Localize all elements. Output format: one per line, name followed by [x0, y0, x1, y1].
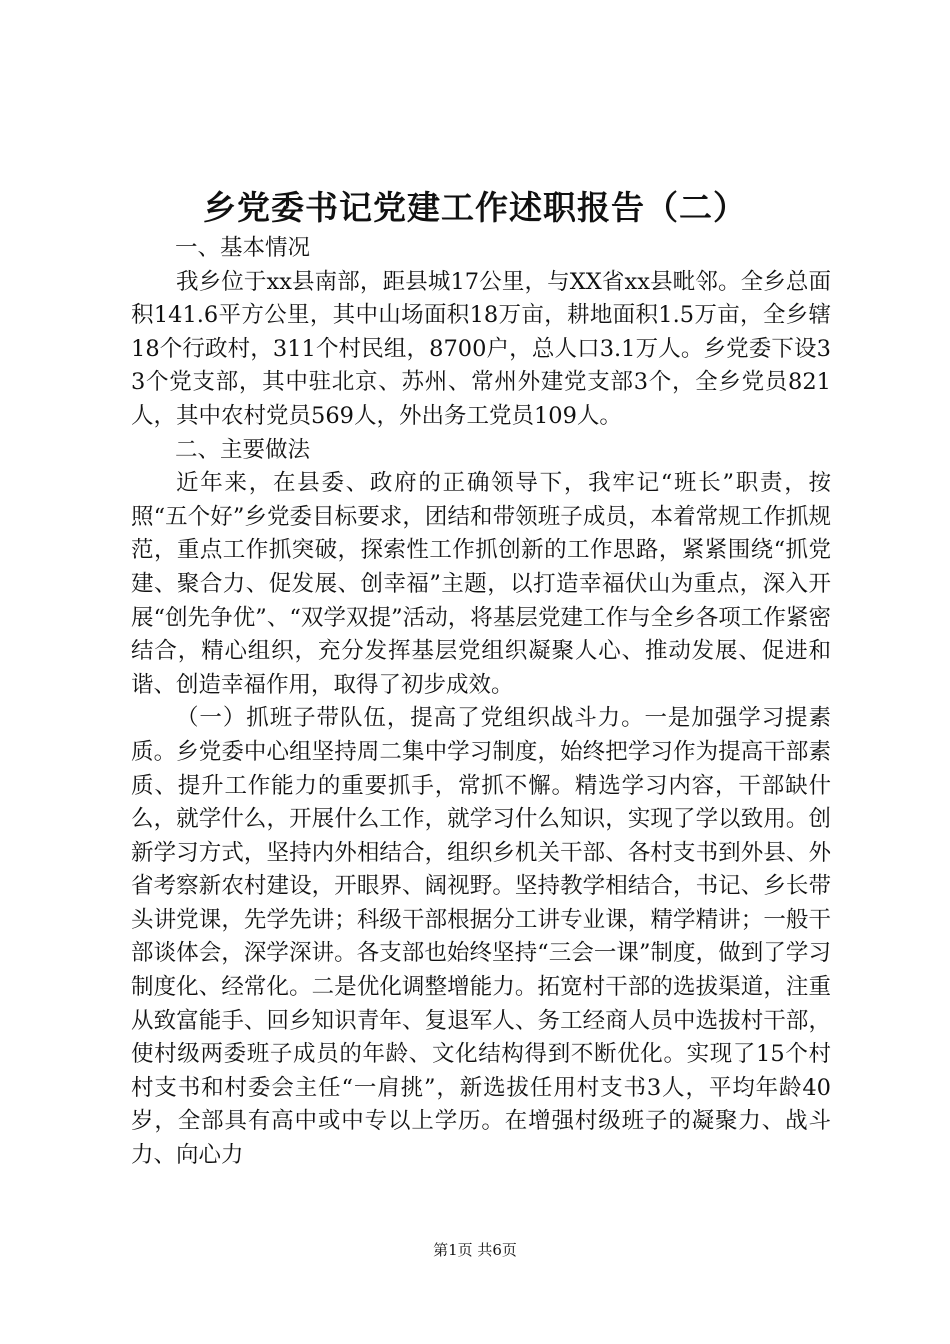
paragraph-team-building: （一）抓班子带队伍，提高了党组织战斗力。一是加强学习提素质。乡党委中心组坚持周二集中学习制度，始终把学习作为提高干部素质、提升工作能力的重要抓手，常抓不懈。精选学习内容，干部缺什么，就学什么，开展什么工作，就学习什么知识，实现了学以致用。创新学习方式，坚持内外相结合，组织乡机关干部、各村支书到外县、外省考察新农村建设，开眼界、阔视野。坚持教学相结合，书记、乡长带头讲党课，先学先讲；科级干部根据分工讲专业课，精学精讲；一般干部谈体会，深学深讲。各支部也始终坚持“三会一课”制度，做到了学习制度化、经常化。二是优化调整增能力。拓宽村干部的选拔渠道，注重从致富能手、回乡知识青年、复退军人、务工经商人员中选拔村干部，使村级两委班子成员的年龄、文化结构得到不断优化。实现了15个村村支书和村委会主任“一肩挑”，新选拔任用村支书3人，平均年龄40岁，全部具有高中或中专以上学历。在增强村级班子的凝聚力、战斗力、向心力 [131, 705, 831, 1169]
document-title: 乡党委书记党建工作述职报告（二） [203, 188, 747, 227]
section-heading-basic-info: 一、基本情况 [175, 235, 311, 261]
section-heading-main-methods: 二、主要做法 [175, 436, 311, 463]
document-body [131, 232, 831, 1173]
paragraph-main-methods-intro: 近年来，在县委、政府的正确领导下，我牢记“班长”职责，按照“五个好”乡党委目标要求，团结和带领班子成员，本着常规工作抓规范，重点工作抓突破，探索性工作抓创新的工作思路，紧紧围绕“抓党建、聚合力、促发展、创幸福”主题，以打造幸福伏山为重点，深入开展“创先争优”、“双学双提”活动，将基层党建工作与全乡各项工作紧密结合，精心组织，充分发挥基层党组织凝聚人心、推动发展、促进和谐、创造幸福作用，取得了初步成效。 [131, 470, 831, 698]
page-footer: 第1页 共6页 [433, 1241, 517, 1259]
paragraph-basic-info: 我乡位于xx县南部，距县城17公里，与XX省xx县毗邻。全乡总面积141.6平方公里，其中山场面积18万亩，耕地面积1.5万亩，全乡辖18个行政村，311个村民组，8700户，总人口3.1万人。乡党委下设33个党支部，其中驻北京、苏州、常州外建党支部3个，全乡党员821人，其中农村党员569人，外出务工党员109人。 [131, 268, 831, 429]
